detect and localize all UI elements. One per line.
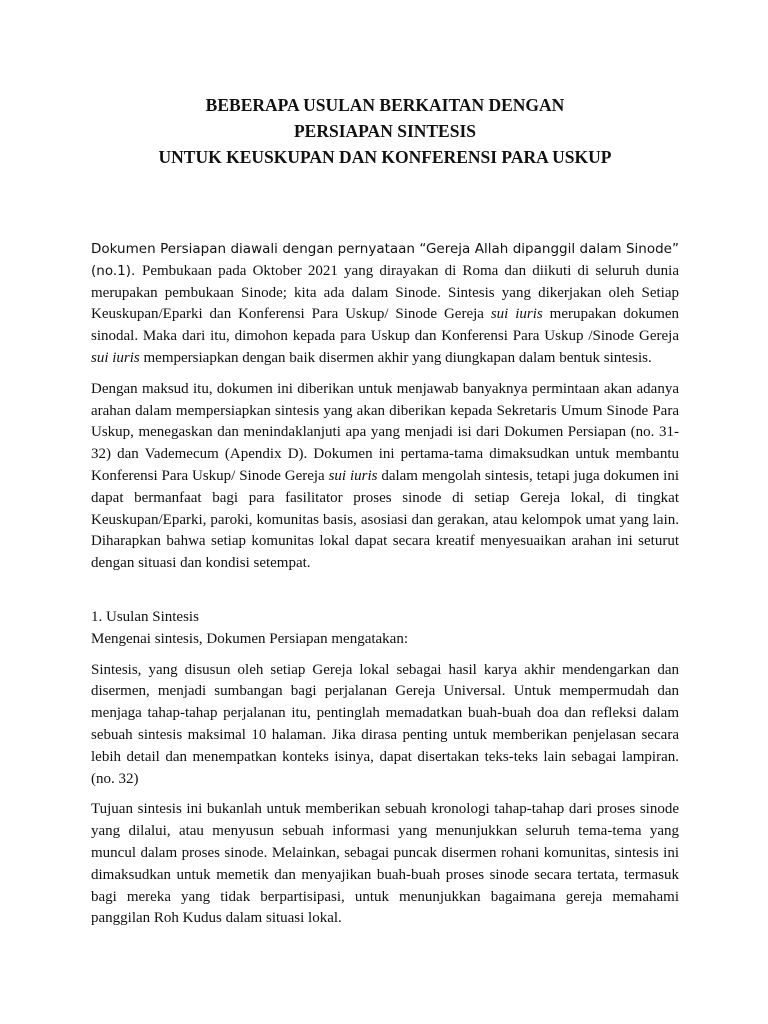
intro-paragraph-1 [91, 239, 679, 370]
document-title [91, 92, 679, 170]
section-1-heading: 1. Usulan Sintesis [91, 608, 199, 625]
text-segment: Gereja Allah dipanggil dalam Sinode [425, 241, 672, 257]
section-1-lead: Mengenai sintesis, Dokumen Persiapan mengatakan: [91, 630, 409, 647]
text-segment: Dengan maksud itu, dokumen ini diberikan untuk menjawab banyaknya permintaan akan adanya arahan dalam mempersiapkan sintesis yang akan diberikan kepada Sekretaris Umum Sinode Para Uskup, menegaskan dan menindaklanjuti apa yang menjadi isi dari Dokumen Persiapan (no. 31-32) dan Vademecum (Apendix D). Dokumen ini pertama-tama dimaksudkan untuk membantu Konferensi Para Uskup/ Sinode Gereja [91, 380, 679, 484]
text-segment: merupakan dokumen sinodal. Maka dari itu, dimohon kepada para Uskup dan Konferensi Para Uskup /Sinode Gereja [91, 306, 680, 345]
text-segment: sui iuris [490, 306, 543, 323]
text-segment: sui iuris [91, 349, 140, 366]
text-segment: sui iuris [328, 467, 378, 484]
text-segment: mempersiapkan dengan baik disermen akhir yang diungkapan dalam bentuk sintesis. [139, 349, 652, 366]
title-line-3: UNTUK KEUSKUPAN DAN KONFERENSI PARA USKUP [158, 147, 612, 167]
document-body [91, 239, 679, 930]
intro-paragraph-2 [91, 379, 679, 575]
section-1-paragraph: Tujuan sintesis ini bukanlah untuk memberikan sebuah kronologi tahap-tahap dari proses sinode yang dilalui, atau menyusun sebuah informasi yang menunjukkan seluruh tema-tema yang muncul dalam proses sinode. Melainkan, sebagai puncak disermen rohani komunitas, sintesis ini dimaksudkan untuk memetik dan menyajikan buah-buah proses sinode secara tertata, termasuk bagi mereka yang tidak berpartisipasi, untuk menunjukkan bagaimana gereja memahami panggilan Roh Kudus dalam situasi lokal. [91, 801, 679, 927]
text-segment: dalam mengolah sintesis, tetapi juga dokumen ini dapat bermanfaat bagi para fasilitator proses sinode di setiap Gereja lokal, di tingkat Keuskupan/Eparki, paroki, komunitas basis, asosiasi dan gerakan, atau kelompok umat yang lain. Diharapkan bahwa setiap komunitas lokal dapat secara kreatif menyesuaikan arahan ini seturut dengan situasi dan kondisi setempat. [91, 467, 679, 572]
section-1-heading-block [91, 607, 679, 651]
text-segment: ” (no.1). [91, 241, 679, 279]
section-1-quote: Sintesis, yang disusun oleh setiap Gereja lokal sebagai hasil karya akhir mendengarkan dan disermen, menjadi sumbangan bagi perjalanan Gereja Universal. Untuk mempermudah dan menjaga tahap-tahap perjalanan itu, pentinglah memadatkan buah-buah doa dan refleksi dalam sebuah sintesis maksimal 10 halaman. Jika dirasa penting untuk memberikan penjelasan secara lebih detail dan menempatkan konteks isinya, dapat disertakan teks-teks lain sebagai lampiran. (no. 32) [91, 661, 679, 787]
text-segment: Dokumen Persiapan diawali dengan pernyataan “ [91, 241, 426, 257]
title-line-2: PERSIAPAN SINTESIS [293, 121, 477, 141]
document-page [91, 92, 679, 939]
title-line-1: BEBERAPA USULAN BERKAITAN DENGAN [205, 95, 565, 115]
text-segment: Pembukaan pada Oktober 2021 yang dirayakan di Roma dan diikuti di seluruh dunia merupakan pembukaan Sinode; kita ada dalam Sinode. Sintesis yang dikerjakan oleh Setiap Keuskupan/Eparki dan Konferensi Para Uskup/ Sinode Gereja [91, 262, 679, 323]
